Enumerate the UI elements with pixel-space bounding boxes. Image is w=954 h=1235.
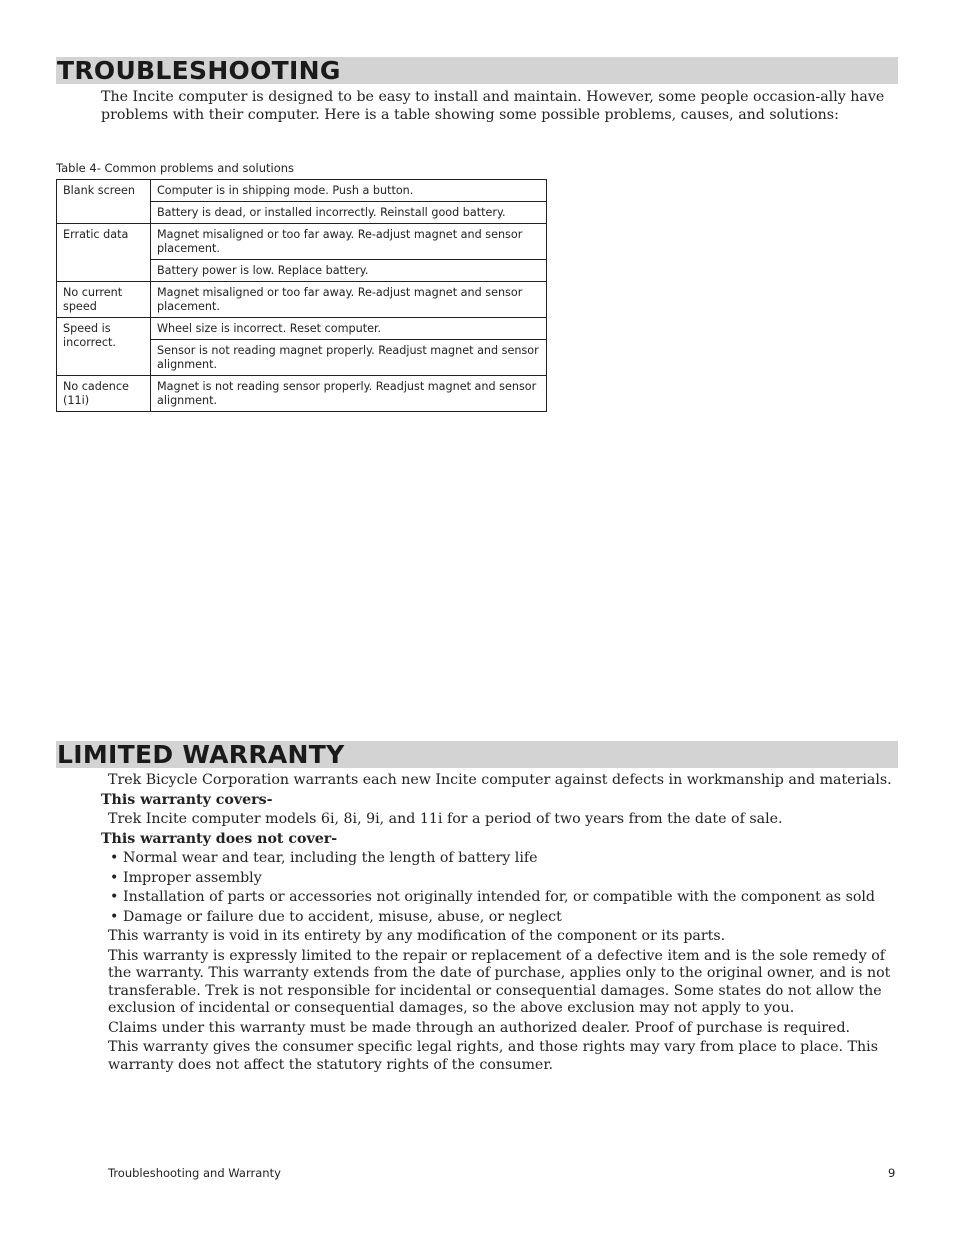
limited-text: This warranty is expressly limited to the repair or replacement of a defective item and is the sole remedy of the warranty. This warranty extends from the date of purchase, applies only to the original owner, and is not transferable. Trek is not responsible for incidental or consequential damages. Some states do not allow the exclusion of incidental or consequential damages, so the above exclusion may not apply to you. xyxy=(108,947,891,1016)
solution-cell: Battery power is low. Replace battery. xyxy=(151,260,547,282)
not-cover-label: This warranty does not cover- xyxy=(101,830,338,847)
solution-cell: Magnet is not reading sensor properly. Readjust magnet and sensor alignment. xyxy=(151,376,547,412)
problem-cell: Speed is incorrect. xyxy=(57,318,151,376)
troubleshooting-heading: TROUBLESHOOTING xyxy=(57,56,341,85)
list-item xyxy=(101,870,898,888)
rights-text: This warranty gives the consumer specific legal rights, and those rights may vary from place to place. This warranty does not affect the statutory rights of the consumer. xyxy=(108,1039,878,1073)
solution-cell: Computer is in shipping mode. Push a button. xyxy=(151,180,547,202)
solution-cell: Sensor is not reading magnet properly. Readjust magnet and sensor alignment. xyxy=(151,340,547,376)
not-cover-list xyxy=(101,850,898,926)
table-caption: Table 4- Common problems and solutions xyxy=(56,161,295,175)
list-item-text: Installation of parts or accessories not originally intended for, or compatible with the component as sold xyxy=(123,889,876,905)
solution-cell: Magnet misaligned or too far away. Re-adjust magnet and sensor placement. xyxy=(151,224,547,260)
claims-text: Claims under this warranty must be made through an authorized dealer. Proof of purchase is required. xyxy=(108,1019,851,1036)
void-text: This warranty is void in its entirety by any modification of the component or its parts. xyxy=(108,928,726,944)
table-row xyxy=(57,180,547,202)
problem-cell: Blank screen xyxy=(57,180,151,224)
troubleshooting-heading-band xyxy=(56,57,898,84)
problem-cell: No cadence (11i) xyxy=(57,376,151,412)
problems-table xyxy=(56,179,547,412)
warranty-heading-band xyxy=(56,741,898,768)
problem-cell: Erratic data xyxy=(57,224,151,282)
table-row xyxy=(57,318,547,340)
warranty-body xyxy=(101,772,898,1076)
warranty-heading: LIMITED WARRANTY xyxy=(57,740,345,769)
bullet: • xyxy=(110,889,119,905)
warranty-intro: Trek Bicycle Corporation warrants each new Incite computer against defects in workmanship and materials. xyxy=(108,772,892,788)
solution-cell: Wheel size is incorrect. Reset computer. xyxy=(151,318,547,340)
problem-cell: No current speed xyxy=(57,282,151,318)
list-item-text: Damage or failure due to accident, misuse, abuse, or neglect xyxy=(123,908,562,925)
bullet: • xyxy=(110,869,119,886)
bullet: • xyxy=(110,850,119,866)
solution-cell: Magnet misaligned or too far away. Re-adjust magnet and sensor placement. xyxy=(151,282,547,318)
list-item-text: Normal wear and tear, including the length of battery life xyxy=(123,850,538,866)
solution-cell: Battery is dead, or installed incorrectly. Reinstall good battery. xyxy=(151,202,547,224)
table-row xyxy=(57,376,547,412)
covers-label: This warranty covers- xyxy=(101,791,273,808)
footer-section-title: Troubleshooting and Warranty xyxy=(108,1166,281,1180)
table-row xyxy=(57,224,547,260)
list-item xyxy=(101,850,898,868)
list-item-text: Improper assembly xyxy=(123,869,262,886)
bullet: • xyxy=(110,908,119,925)
list-item xyxy=(101,909,898,927)
troubleshooting-intro: The Incite computer is designed to be easy to install and maintain. However, some people occasion-ally have problems with their computer. Here is a table showing some possible problems, causes, and solutions: xyxy=(101,89,885,123)
covers-text: Trek Incite computer models 6i, 8i, 9i, and 11i for a period of two years from the date of sale. xyxy=(108,811,783,827)
page-number: 9 xyxy=(888,1166,896,1180)
list-item xyxy=(101,889,898,907)
table-row xyxy=(57,282,547,318)
